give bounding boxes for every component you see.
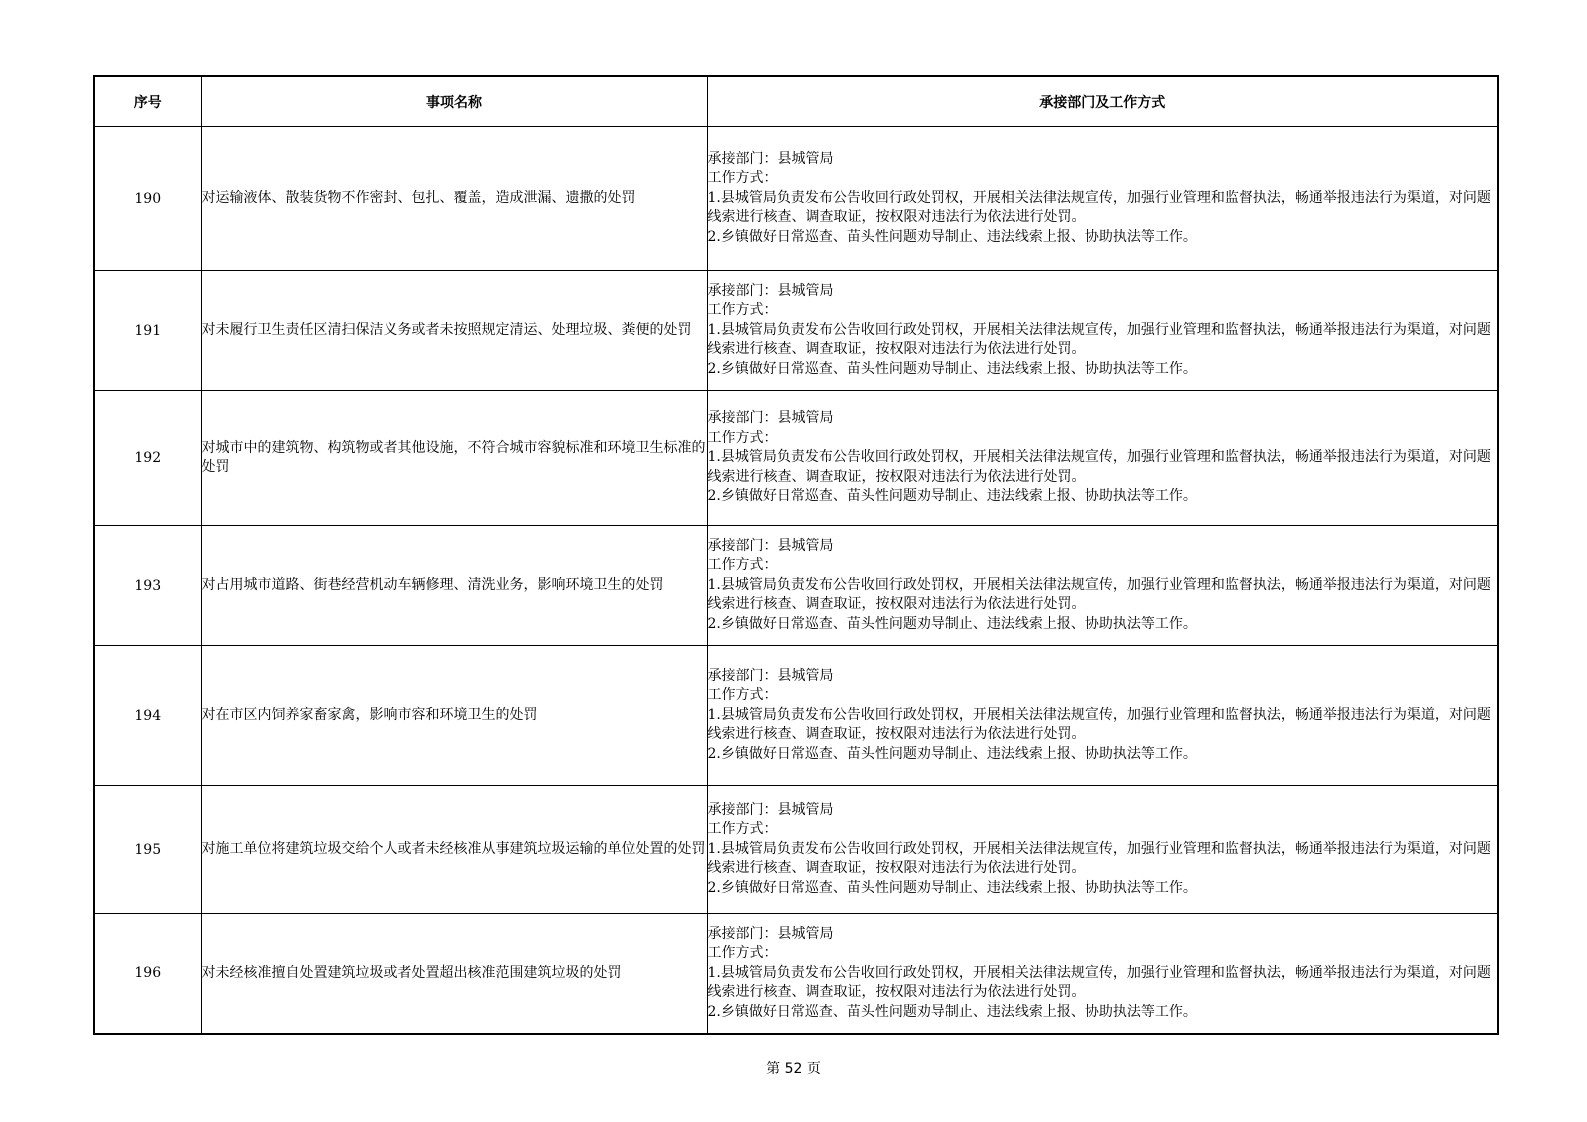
row-dept-and-method bbox=[707, 127, 1498, 271]
row-item-name: 对未履行卫生责任区清扫保洁义务或者未按照规定清运、处理垃圾、粪便的处罚 bbox=[201, 271, 707, 391]
table-row bbox=[94, 127, 1498, 271]
step-2: 2.乡镇做好日常巡查、苗头性问题劝导制止、违法线索上报、协助执法等工作。 bbox=[707, 228, 1197, 245]
step-1: 1.县城管局负责发布公告收回行政处罚权，开展相关法律法规宣传，加强行业管理和监督执法，畅通举报违法行为渠道，对问题线索进行核查、调查取证，按权限对违法行为依法进行处罚。 bbox=[707, 449, 1491, 485]
table-header-row bbox=[94, 76, 1498, 127]
row-dept-and-method bbox=[707, 646, 1498, 786]
mode-label: 工作方式： bbox=[707, 821, 778, 838]
table-row bbox=[94, 271, 1498, 391]
step-2: 2.乡镇做好日常巡查、苗头性问题劝导制止、违法线索上报、协助执法等工作。 bbox=[707, 615, 1197, 632]
dept-line: 承接部门：县城管局 bbox=[707, 150, 834, 167]
row-item-name: 对运输液体、散装货物不作密封、包扎、覆盖，造成泄漏、遗撒的处罚 bbox=[201, 127, 707, 271]
header-item-name: 事项名称 bbox=[201, 76, 707, 127]
row-dept-and-method bbox=[707, 391, 1498, 526]
row-item-name: 对城市中的建筑物、构筑物或者其他设施，不符合城市容貌标准和环境卫生标准的处罚 bbox=[201, 391, 707, 526]
row-item-name: 对施工单位将建筑垃圾交给个人或者未经核准从事建筑垃圾运输的单位处置的处罚 bbox=[201, 786, 707, 914]
row-seq: 196 bbox=[94, 914, 201, 1034]
dept-line: 承接部门：县城管局 bbox=[707, 282, 834, 299]
row-item-name: 对在市区内饲养家畜家禽，影响市容和环境卫生的处罚 bbox=[201, 646, 707, 786]
row-seq: 193 bbox=[94, 526, 201, 646]
step-1: 1.县城管局负责发布公告收回行政处罚权，开展相关法律法规宣传，加强行业管理和监督执法，畅通举报违法行为渠道，对问题线索进行核查、调查取证，按权限对违法行为依法进行处罚。 bbox=[707, 189, 1491, 226]
dept-line: 承接部门：县城管局 bbox=[707, 410, 834, 427]
step-1: 1.县城管局负责发布公告收回行政处罚权，开展相关法律法规宣传，加强行业管理和监督执法，畅通举报违法行为渠道，对问题线索进行核查、调查取证，按权限对违法行为依法进行处罚。 bbox=[707, 706, 1491, 743]
row-seq: 191 bbox=[94, 271, 201, 391]
row-seq: 194 bbox=[94, 646, 201, 786]
step-1: 1.县城管局负责发布公告收回行政处罚权，开展相关法律法规宣传，加强行业管理和监督执法，畅通举报违法行为渠道，对问题线索进行核查、调查取证，按权限对违法行为依法进行处罚。 bbox=[707, 964, 1491, 1000]
row-seq: 195 bbox=[94, 786, 201, 914]
table-row bbox=[94, 526, 1498, 646]
dept-line: 承接部门：县城管局 bbox=[707, 801, 834, 818]
step-2: 2.乡镇做好日常巡查、苗头性问题劝导制止、违法线索上报、协助执法等工作。 bbox=[707, 879, 1197, 896]
dept-line: 承接部门：县城管局 bbox=[707, 667, 834, 684]
step-1: 1.县城管局负责发布公告收回行政处罚权，开展相关法律法规宣传，加强行业管理和监督执法，畅通举报违法行为渠道，对问题线索进行核查、调查取证，按权限对违法行为依法进行处罚。 bbox=[707, 576, 1491, 613]
row-dept-and-method bbox=[707, 914, 1498, 1034]
row-item-name: 对未经核准擅自处置建筑垃圾或者处置超出核准范围建筑垃圾的处罚 bbox=[201, 914, 707, 1034]
row-item-name: 对占用城市道路、街巷经营机动车辆修理、清洗业务，影响环境卫生的处罚 bbox=[201, 526, 707, 646]
mode-label: 工作方式： bbox=[707, 429, 778, 446]
dept-line: 承接部门：县城管局 bbox=[707, 925, 834, 942]
step-1: 1.县城管局负责发布公告收回行政处罚权，开展相关法律法规宣传，加强行业管理和监督执法，畅通举报违法行为渠道，对问题线索进行核查、调查取证，按权限对违法行为依法进行处罚。 bbox=[707, 840, 1491, 877]
items-table bbox=[93, 75, 1499, 1035]
header-dept-and-method: 承接部门及工作方式 bbox=[707, 76, 1498, 127]
mode-label: 工作方式： bbox=[707, 945, 778, 961]
step-2: 2.乡镇做好日常巡查、苗头性问题劝导制止、违法线索上报、协助执法等工作。 bbox=[707, 360, 1197, 377]
mode-label: 工作方式： bbox=[707, 170, 778, 187]
mode-label: 工作方式： bbox=[707, 302, 778, 319]
step-2: 2.乡镇做好日常巡查、苗头性问题劝导制止、违法线索上报、协助执法等工作。 bbox=[707, 1003, 1197, 1020]
mode-label: 工作方式： bbox=[707, 687, 778, 704]
row-dept-and-method bbox=[707, 786, 1498, 914]
table-row bbox=[94, 914, 1498, 1034]
table-row bbox=[94, 646, 1498, 786]
header-seq: 序号 bbox=[94, 76, 201, 127]
step-1: 1.县城管局负责发布公告收回行政处罚权，开展相关法律法规宣传，加强行业管理和监督执法，畅通举报违法行为渠道，对问题线索进行核查、调查取证，按权限对违法行为依法进行处罚。 bbox=[707, 321, 1491, 358]
table-row bbox=[94, 391, 1498, 526]
row-dept-and-method bbox=[707, 526, 1498, 646]
dept-line: 承接部门：县城管局 bbox=[707, 537, 834, 554]
step-2: 2.乡镇做好日常巡查、苗头性问题劝导制止、违法线索上报、协助执法等工作。 bbox=[707, 488, 1197, 505]
row-seq: 192 bbox=[94, 391, 201, 526]
row-dept-and-method bbox=[707, 271, 1498, 391]
row-seq: 190 bbox=[94, 127, 201, 271]
page-number: 第 52 页 bbox=[766, 1061, 821, 1077]
step-2: 2.乡镇做好日常巡查、苗头性问题劝导制止、违法线索上报、协助执法等工作。 bbox=[707, 745, 1197, 762]
mode-label: 工作方式： bbox=[707, 557, 778, 574]
table-row bbox=[94, 786, 1498, 914]
